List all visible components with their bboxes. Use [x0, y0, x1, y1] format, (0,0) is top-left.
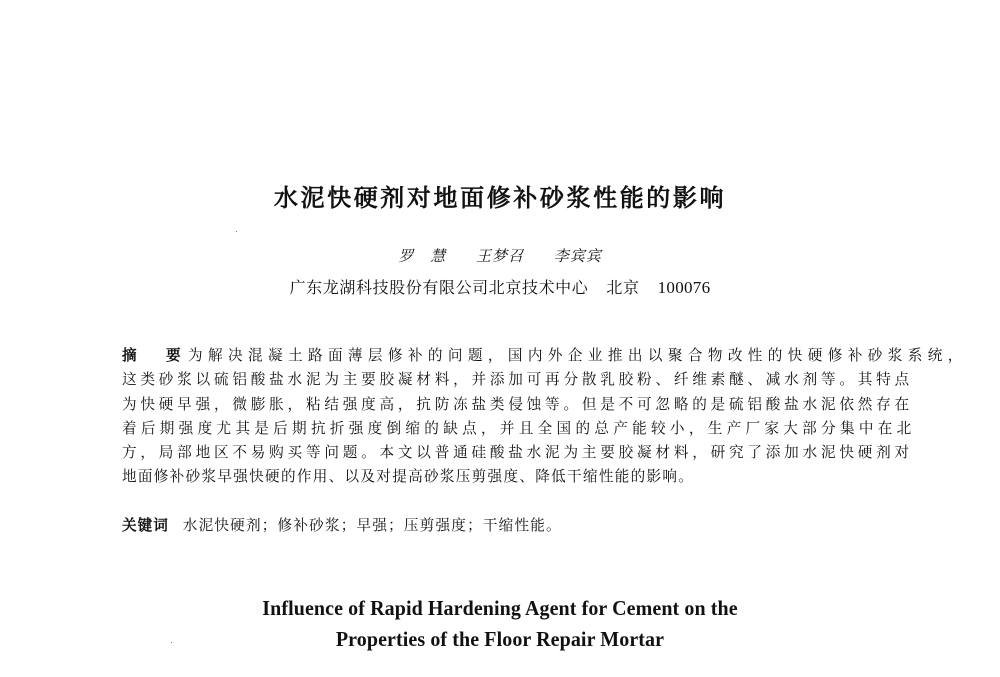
keywords [122, 514, 562, 535]
author-name: 李宾宾 [553, 247, 602, 265]
abstract-label: 摘 要 [122, 347, 188, 364]
abstract-line: 地面修补砂浆早强快硬的作用、以及对提高砂浆压剪强度、降低干缩性能的影响。 [122, 468, 695, 486]
author-name: 罗 慧 [398, 247, 447, 265]
author-name: 王梦召 [475, 247, 524, 265]
chinese-title: 水泥快硬剂对地面修补砂浆性能的影响 [273, 184, 727, 212]
abstract-line-text: 为解决混凝土路面薄层修补的问题，国内外企业推出以聚合物改性的快硬修补砂浆系统， [187, 347, 968, 364]
english-title [35, 593, 965, 655]
affiliation-city: 北京 [606, 278, 640, 297]
abstract-line [122, 344, 968, 368]
keywords-label: 关键词 [122, 517, 169, 534]
affiliation-postal-code: 100076 [657, 278, 711, 297]
english-title-line: Influence of Rapid Hardening Agent for Cement on the [262, 596, 738, 620]
abstract-line: 着后期强度尤其是后期抗折强度倒缩的缺点，并且全国的总产能较小，生产厂家大部分集中在北 [122, 419, 916, 437]
author-list [0, 245, 1000, 266]
keywords-text: 水泥快硬剂；修补砂浆；早强；压剪强度；干缩性能。 [182, 517, 562, 534]
affiliation-organization: 广东龙湖科技股份有限公司北京技术中心 [289, 278, 589, 297]
abstract-line: 方，局部地区不易购买等问题。本文以普通硅酸盐水泥为主要胶凝材料，研究了添加水泥快硬剂对 [122, 444, 913, 462]
english-title-line: Properties of the Floor Repair Mortar [335, 627, 665, 651]
abstract-line: 为快硬早强，微膨胀，粘结强度高，抗防冻盐类侵蚀等。但是不可忽略的是硫铝酸盐水泥依然存在 [122, 395, 913, 413]
scan-speck [171, 642, 172, 643]
abstract-line: 这类砂浆以硫铝酸盐水泥为主要胶凝材料，并添加可再分散乳胶粉、纤维素醚、减水剂等。其特点 [122, 371, 913, 389]
affiliation [0, 275, 1000, 298]
abstract [122, 344, 968, 490]
scan-speck [236, 231, 237, 232]
